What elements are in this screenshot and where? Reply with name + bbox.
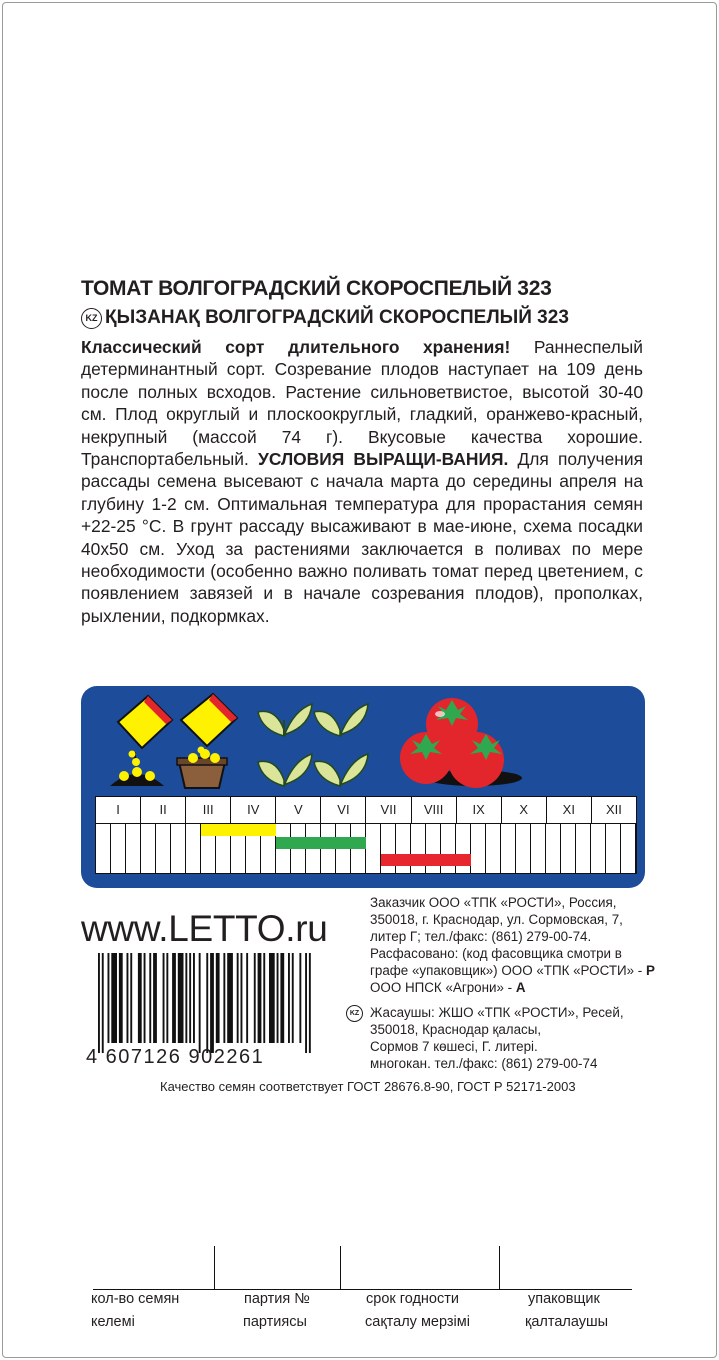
month-cell: II xyxy=(141,797,186,823)
decade-cell xyxy=(96,824,111,873)
barcode-bar xyxy=(163,953,165,1043)
product-title: ТОМАТ ВОЛГОГРАДСКИЙ СКОРОСПЕЛЫЙ 323 xyxy=(81,277,552,300)
barcode-bar xyxy=(138,953,142,1043)
packer-label-kz: қалталаушы xyxy=(525,1314,609,1330)
customer-kz-line: Сормов 7 көшесі, Г. литері. xyxy=(370,1039,538,1054)
barcode-bar xyxy=(263,953,265,1043)
packer-code-r: Р xyxy=(645,963,655,978)
column-divider xyxy=(499,1246,500,1290)
decade-cell xyxy=(501,824,516,873)
barcode-bar xyxy=(185,953,187,1043)
expiry-label: срок годности xyxy=(366,1291,459,1307)
barcode-bar xyxy=(153,953,157,1043)
barcode-bar xyxy=(299,953,301,1043)
barcode-digits: 4 607126 902261 xyxy=(86,1046,265,1068)
barcode-bar xyxy=(206,953,208,1053)
decade-grid xyxy=(96,824,636,873)
barcode-bar xyxy=(199,953,201,1053)
sowing-calendar-table xyxy=(95,796,637,874)
barcode-bar xyxy=(144,953,146,1043)
barcode-bar xyxy=(127,953,129,1043)
barcode-bar xyxy=(130,953,132,1043)
decade-cell xyxy=(546,824,561,873)
footer-line xyxy=(93,1289,632,1290)
seed-packet-pot-icon xyxy=(175,688,253,792)
barcode-bar xyxy=(269,953,275,1043)
kz-badge-icon: KZ xyxy=(346,1005,363,1022)
month-cell: X xyxy=(502,797,547,823)
tomatoes-icon xyxy=(396,690,526,794)
period-bar-sowing xyxy=(201,824,276,836)
product-subtitle-kz xyxy=(81,307,569,329)
customer-kz-line: Жасаушы: ЖШО «ТПК «РОСТИ», Ресей, xyxy=(370,1005,624,1020)
decade-cell xyxy=(516,824,531,873)
barcode-bar xyxy=(237,953,239,1043)
barcode-bar xyxy=(98,953,100,1053)
month-cell: VI xyxy=(321,797,366,823)
seedlings-icon xyxy=(254,690,372,790)
barcode-bar xyxy=(254,953,256,1043)
growing-conditions-heading: УСЛОВИЯ ВЫРАЩИ-ВАНИЯ. xyxy=(258,449,509,470)
barcode-bar xyxy=(305,953,307,1053)
month-header-row xyxy=(96,797,636,824)
barcode-bar xyxy=(102,953,104,1053)
barcode-bar xyxy=(258,953,262,1043)
customer-line: Заказчик ООО «ТПК «РОСТИ», Россия, xyxy=(370,895,617,910)
packer-label: упаковщик xyxy=(528,1291,600,1307)
month-cell: VIII xyxy=(412,797,457,823)
seed-count-label-kz: келемі xyxy=(91,1314,135,1330)
decade-cell xyxy=(111,824,126,873)
barcode-bar xyxy=(149,953,151,1043)
customer-line xyxy=(370,979,655,996)
barcode-bar xyxy=(216,953,220,1043)
packer-line: графе «упаковщик») ООО «ТПК «РОСТИ» - xyxy=(370,963,646,978)
packer-line: ООО НПСК «Агрони» - xyxy=(370,980,516,995)
description-text-1: Раннеспелый детерминантный сорт. Созревание плодов наступает на 109 день после полных всходов. Растение сильноветвистое, высотой 30-40 см. Плод округлый и плоскоокруглый, гладкий, оранжево-красный, некрупный (массой 74 г). Вкусовые качества хорошие. Транспортабельный. xyxy=(81,337,643,470)
website-url: www.LETTO.ru xyxy=(81,908,328,949)
quality-standard-note: Качество семян соответствует ГОСТ 28676.8-90, ГОСТ Р 52171-2003 xyxy=(160,1079,576,1094)
barcode-bar xyxy=(210,953,214,1053)
barcode-bar xyxy=(280,953,284,1043)
customer-line: Расфасовано: (код фасовщика смотри в xyxy=(370,946,622,961)
decade-cell xyxy=(576,824,591,873)
barcode-bar xyxy=(193,953,195,1043)
decade-cell xyxy=(141,824,156,873)
barcode-bar xyxy=(288,953,290,1043)
customer-line: 350018, г. Краснодар, ул. Сормовская, 7, xyxy=(370,912,623,927)
barcode-bar xyxy=(292,953,294,1043)
period-bar-planting xyxy=(276,837,366,849)
barcode-bar xyxy=(172,953,176,1043)
batch-label: партия № xyxy=(244,1291,310,1307)
decade-cell xyxy=(486,824,501,873)
description xyxy=(81,336,643,627)
column-divider xyxy=(340,1246,341,1290)
decade-cell xyxy=(186,824,201,873)
decade-cell xyxy=(591,824,606,873)
barcode-bar xyxy=(223,953,225,1043)
customer-info xyxy=(370,894,655,996)
decade-cell xyxy=(606,824,621,873)
barcode-bar xyxy=(241,953,243,1043)
decade-cell xyxy=(171,824,186,873)
subtitle-text: ҚЫЗАНАҚ ВОЛГОГРАДСКИЙ СКОРОСПЕЛЫЙ 323 xyxy=(105,307,569,328)
barcode-bar xyxy=(178,953,184,1043)
expiry-label-kz: сақталу мерзімі xyxy=(365,1314,470,1330)
month-cell: IV xyxy=(231,797,276,823)
column-divider xyxy=(214,1246,215,1290)
month-cell: V xyxy=(276,797,321,823)
seed-count-label: кол-во семян xyxy=(91,1291,180,1307)
month-cell: I xyxy=(96,797,141,823)
seed-packet-icon xyxy=(100,690,180,790)
period-bar-harvest xyxy=(381,854,471,866)
month-cell: XII xyxy=(605,802,622,817)
barcode-bar xyxy=(108,953,110,1043)
month-cell: VII xyxy=(366,797,411,823)
month-cell: IX xyxy=(457,797,502,823)
packer-code-a: А xyxy=(515,980,526,995)
month-cell: XI xyxy=(547,797,592,823)
batch-label-kz: партиясы xyxy=(243,1314,307,1330)
decade-cell xyxy=(561,824,576,873)
decade-cell xyxy=(531,824,546,873)
description-text-2: Для получения рассады семена высевают с начала марта до середины апреля на глубину 1-2 см. Оптимальная температура для прорастания семян +22-25 °С. В грунт рассаду высаживают в мае-июне, схема посадки 40х50 см. Уход за растениями заключается в поливах по мере необходимости (особенно важно поливать томат перед цветением, с появлением завязей и в начале созревания плодов), прополках, рыхлении, подкормках. xyxy=(81,449,643,626)
decade-cell xyxy=(621,824,636,873)
customer-line: литер Г; тел./факс: (861) 279-00-74. xyxy=(370,929,592,944)
decade-cell xyxy=(156,824,171,873)
kz-badge-icon: KZ xyxy=(81,308,102,329)
barcode-bar xyxy=(277,953,279,1043)
barcode-bar xyxy=(189,953,191,1043)
barcode-bar xyxy=(309,953,311,1053)
customer-kz-line: 350018, Краснодар қаласы, xyxy=(370,1022,542,1037)
barcode-bar xyxy=(166,953,168,1043)
customer-line xyxy=(370,962,655,979)
decade-cell xyxy=(126,824,141,873)
barcode-bar xyxy=(111,953,117,1043)
customer-kz-line: многокан. тел./факс: (861) 279-00-74 xyxy=(370,1056,598,1071)
decade-cell xyxy=(471,824,486,873)
decade-cell xyxy=(366,824,381,873)
month-cell: III xyxy=(186,797,231,823)
package-outline xyxy=(2,2,717,1358)
barcode-bar xyxy=(227,953,233,1043)
customer-info-kz xyxy=(370,1004,624,1072)
barcode-bar xyxy=(119,953,123,1043)
barcode-bar xyxy=(246,953,248,1043)
description-lead: Классический сорт длительного хранения! xyxy=(81,337,511,357)
